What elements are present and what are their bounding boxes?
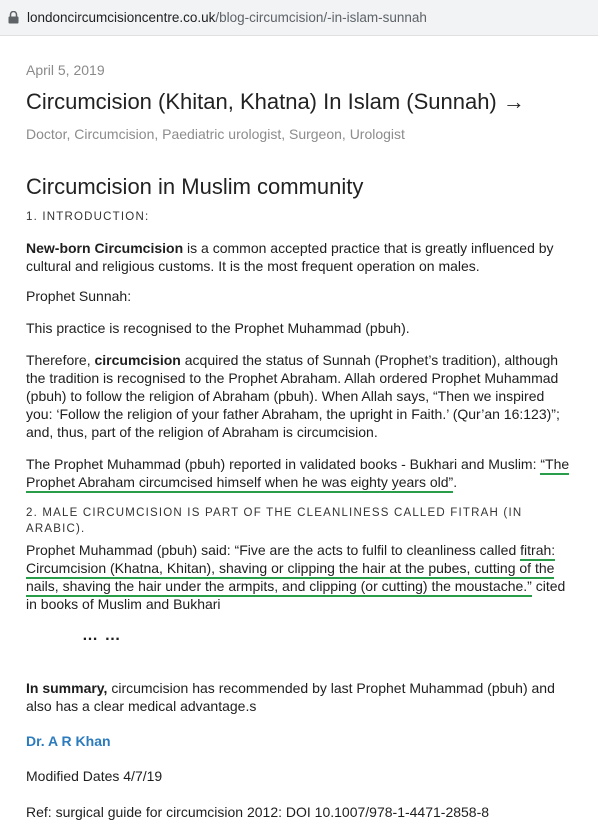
bold-newborn: New-born Circumcision bbox=[26, 240, 184, 256]
article-heading: Circumcision in Muslim community bbox=[26, 174, 364, 199]
bold-summary: In summary, bbox=[26, 680, 108, 696]
text-period: . bbox=[453, 474, 458, 490]
section-fitrah-heading: 2. MALE CIRCUMCISION IS PART OF THE CLEANLINESS CALLED FITRAH (IN ARABIC). bbox=[26, 507, 523, 535]
text-newborn: is a common accepted practice that is greatly influenced by cultural and religious customs. It is the most frequent operation on males. bbox=[26, 240, 554, 274]
bold-circumcision: circumcision bbox=[94, 352, 181, 368]
paragraph-fitrah bbox=[26, 541, 572, 613]
post-title[interactable]: Circumcision (Khitan, Khatna) In Islam (Sunnah) → bbox=[26, 89, 525, 114]
text-cited: cited in books of Muslim and Bukhari bbox=[26, 578, 566, 612]
article-container bbox=[0, 36, 598, 821]
text-sunnah-status: acquired the status of Sunnah (Prophet’s tradition), although the tradition is recognised to the Prophet Abraham. Allah ordered Prophet Muhammad (pbuh) to follow the religion of Abraham (pbuh). When Allah says, “Then we inspired you: ‘Follow the religion of your father Abraham, the upright in Faith.’ (Qur’an 16:123)”; and, thus, part of the religion of Abraham is circumcision. bbox=[26, 352, 560, 440]
text-five-acts: Prophet Muhammad (pbuh) said: “Five are the acts to fulfil to cleanliness called bbox=[26, 542, 521, 558]
paragraph-bukhari bbox=[26, 455, 572, 491]
paragraph-prophet-sunnah: Prophet Sunnah: bbox=[26, 288, 132, 304]
paragraph-summary bbox=[26, 679, 572, 715]
url-path: /blog-circumcision/-in-islam-sunnah bbox=[215, 10, 427, 25]
ellipsis: … … bbox=[82, 627, 122, 644]
text-summary: circumcision has recommended by last Prophet Muhammad (pbuh) and also has a clear medical advantage.s bbox=[26, 680, 555, 714]
url-host: londoncircumcisioncentre.co.uk bbox=[27, 10, 216, 25]
section-introduction-heading: 1. INTRODUCTION: bbox=[26, 211, 150, 223]
lock-icon bbox=[8, 11, 19, 24]
underlined-quote-abraham: “The Prophet Abraham circumcised himself when he was eighty years old” bbox=[26, 456, 569, 493]
underlined-quote-fitrah: fitrah: Circumcision (Khatna, Khitan), shaving or clipping the hair at the pubes, cutting of the nails, shaving the hair under the armpits, and clipping (or cutting) the moustache.” bbox=[26, 542, 555, 597]
reference: Ref: surgical guide for circumcision 2012: DOI 10.1007/978-1-4471-2858-8 bbox=[26, 804, 490, 820]
modified-date: Modified Dates 4/7/19 bbox=[26, 768, 163, 784]
paragraph-recognised: This practice is recognised to the Prophet Muhammad (pbuh). bbox=[26, 320, 410, 336]
text-therefore: Therefore, bbox=[26, 352, 95, 368]
paragraph-newborn bbox=[26, 239, 572, 275]
author-link[interactable]: Dr. A R Khan bbox=[26, 733, 111, 749]
post-categories[interactable]: Doctor, Circumcision, Paediatric urologist, Surgeon, Urologist bbox=[26, 126, 405, 142]
text-bukhari: The Prophet Muhammad (pbuh) reported in validated books - Bukhari and Muslim: bbox=[26, 456, 541, 472]
paragraph-therefore bbox=[26, 351, 572, 441]
post-date: April 5, 2019 bbox=[26, 62, 105, 78]
address-bar[interactable] bbox=[0, 0, 598, 36]
